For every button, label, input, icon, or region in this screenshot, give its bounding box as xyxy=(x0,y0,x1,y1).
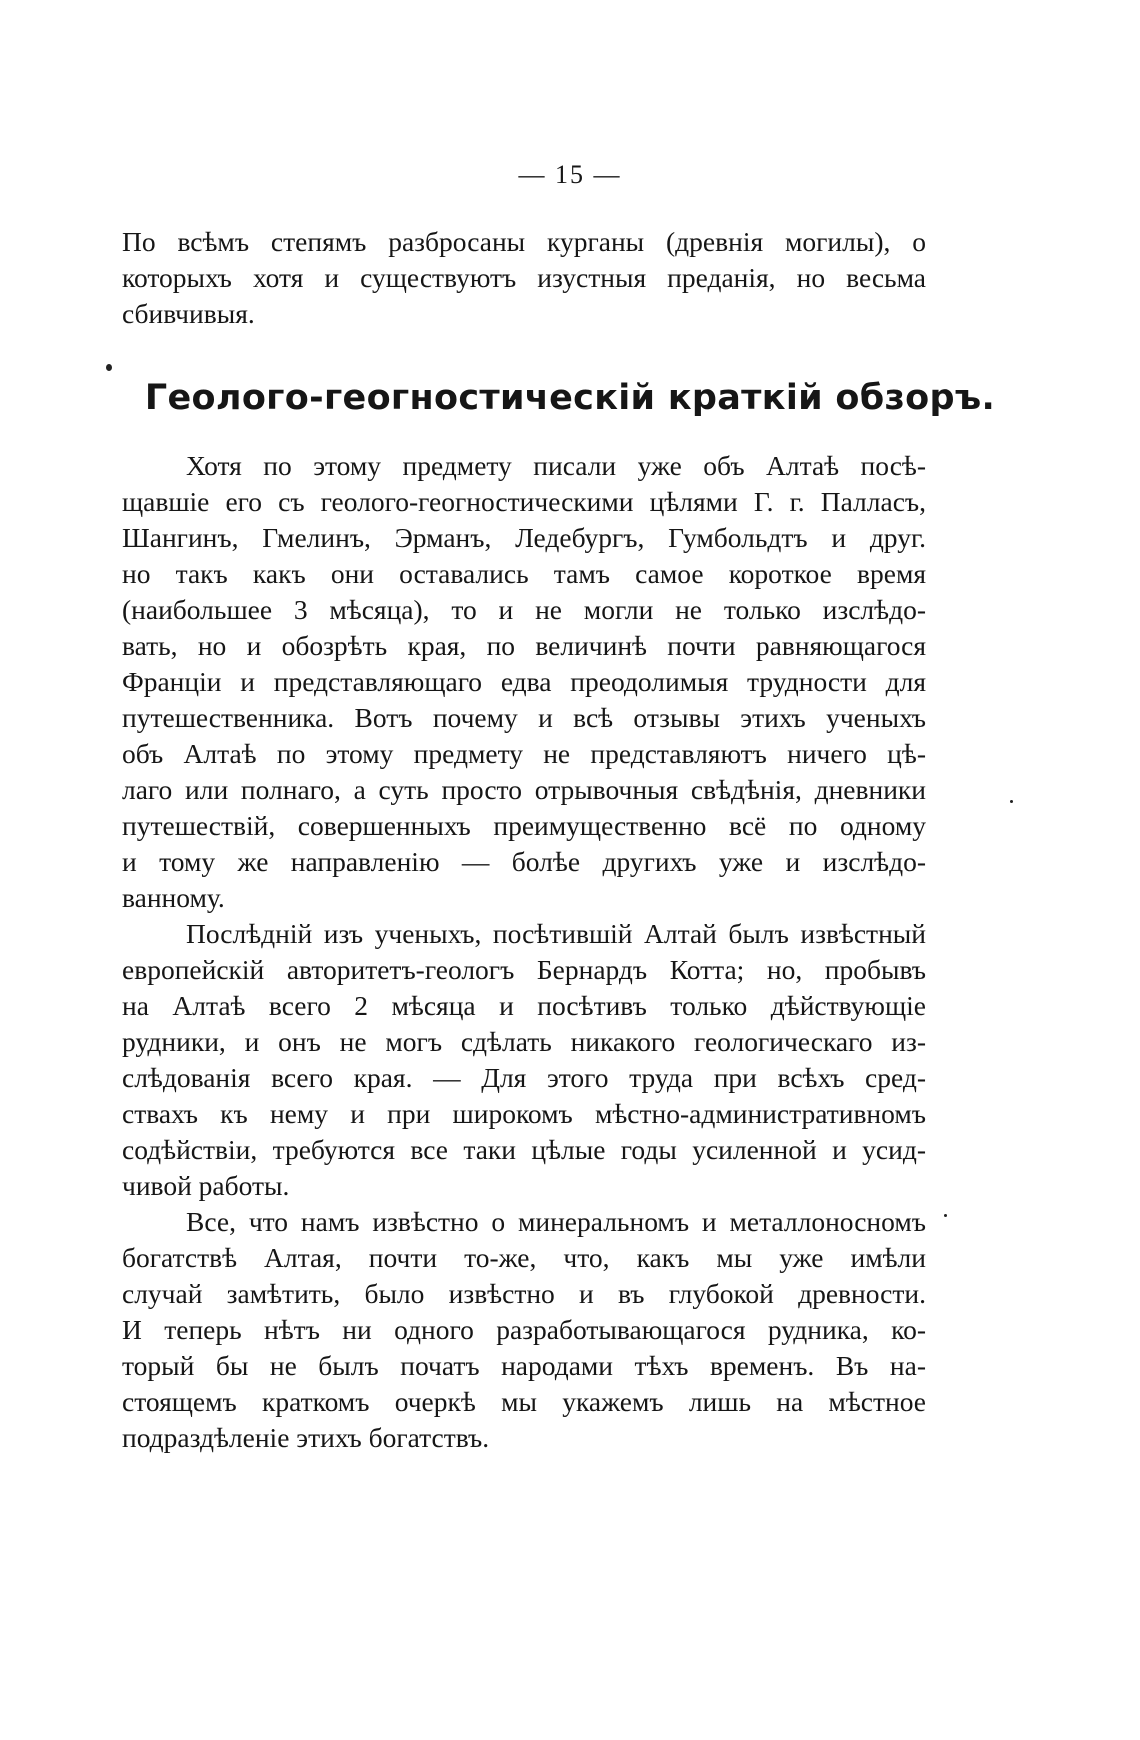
print-speck xyxy=(1010,800,1013,803)
text-line: торый бы не былъ початъ народами тѣхъ временъ. Въ на- xyxy=(122,1350,926,1381)
text-line: подраздѣленіе этихъ богатствъ. xyxy=(122,1422,490,1453)
text-line: Шангинъ, Гмелинъ, Эрманъ, Ледебургъ, Гумбольдтъ и друг. xyxy=(122,522,926,553)
text-line: объ Алтаѣ по этому предмету не представляютъ ничего цѣ- xyxy=(122,738,926,769)
section-heading: Геолого-геогностическій краткій обзоръ. xyxy=(144,378,996,418)
text-line: европейскій авторитетъ-геологъ Бернардъ Котта; но, пробывъ xyxy=(122,954,926,985)
text-line: лаго или полнаго, а суть просто отрывочныя свѣдѣнія, дневники xyxy=(122,774,926,805)
text-line: Франціи и представляющаго едва преодолимыя трудности для xyxy=(122,666,926,697)
print-speck xyxy=(106,364,112,371)
text-line: сбивчивыя. xyxy=(122,298,255,329)
text-line: Послѣдній изъ ученыхъ, посѣтившій Алтай былъ извѣстный xyxy=(186,918,926,949)
text-line: случай замѣтить, было извѣстно и въ глубокой древности. xyxy=(122,1278,926,1309)
text-line: Все, что намъ извѣстно о минеральномъ и металлоносномъ xyxy=(186,1206,926,1237)
body-text xyxy=(122,448,926,1456)
text-line: слѣдованія всего края. — Для этого труда при всѣхъ сред- xyxy=(122,1062,926,1093)
text-line: И теперь нѣтъ ни одного разработывающагося рудника, ко- xyxy=(122,1314,926,1345)
text-line: По всѣмъ степямъ разбросаны курганы (древнія могилы), о xyxy=(122,226,926,257)
text-line: Хотя по этому предмету писали уже объ Алтаѣ посѣ- xyxy=(186,450,926,481)
text-line: и тому же направленію — болѣе другихъ уже и изслѣдо- xyxy=(122,846,926,877)
page-number: — 15 — xyxy=(518,160,622,189)
text-line: чивой работы. xyxy=(122,1170,290,1201)
text-line: стоящемъ краткомъ очеркѣ мы укажемъ лишь на мѣстное xyxy=(122,1386,926,1417)
text-line: рудники, и онъ не могъ сдѣлать никакого геологическаго из- xyxy=(122,1026,926,1057)
text-line: ствахъ къ нему и при широкомъ мѣстно-административномъ xyxy=(122,1098,926,1129)
print-speck xyxy=(944,1214,947,1217)
text-line: путешествій, совершенныхъ преимущественно всё по одному xyxy=(122,810,926,841)
text-line: (наибольшее 3 мѣсяца), то и не могли не только изслѣдо- xyxy=(122,594,926,625)
text-line: но такъ какъ они оставались тамъ самое короткое время xyxy=(122,558,926,589)
text-line: вать, но и обозрѣть края, по величинѣ почти равняющагося xyxy=(122,630,926,661)
text-line: содѣйствіи, требуются все таки цѣлые годы усиленной и усид- xyxy=(122,1134,926,1165)
text-line: ванному. xyxy=(122,882,225,913)
text-line: на Алтаѣ всего 2 мѣсяца и посѣтивъ только дѣйствующіе xyxy=(122,990,926,1021)
text-line: щавшіе его съ геолого-геогностическими цѣлями Г. г. Палласъ, xyxy=(122,486,926,517)
text-line: которыхъ хотя и существуютъ изустныя преданія, но весьма xyxy=(122,262,926,293)
intro-paragraph xyxy=(122,224,926,332)
text-line: богатствѣ Алтая, почти то-же, что, какъ мы уже имѣли xyxy=(122,1242,926,1273)
text-line: путешественника. Вотъ почему и всѣ отзывы этихъ ученыхъ xyxy=(122,702,926,733)
